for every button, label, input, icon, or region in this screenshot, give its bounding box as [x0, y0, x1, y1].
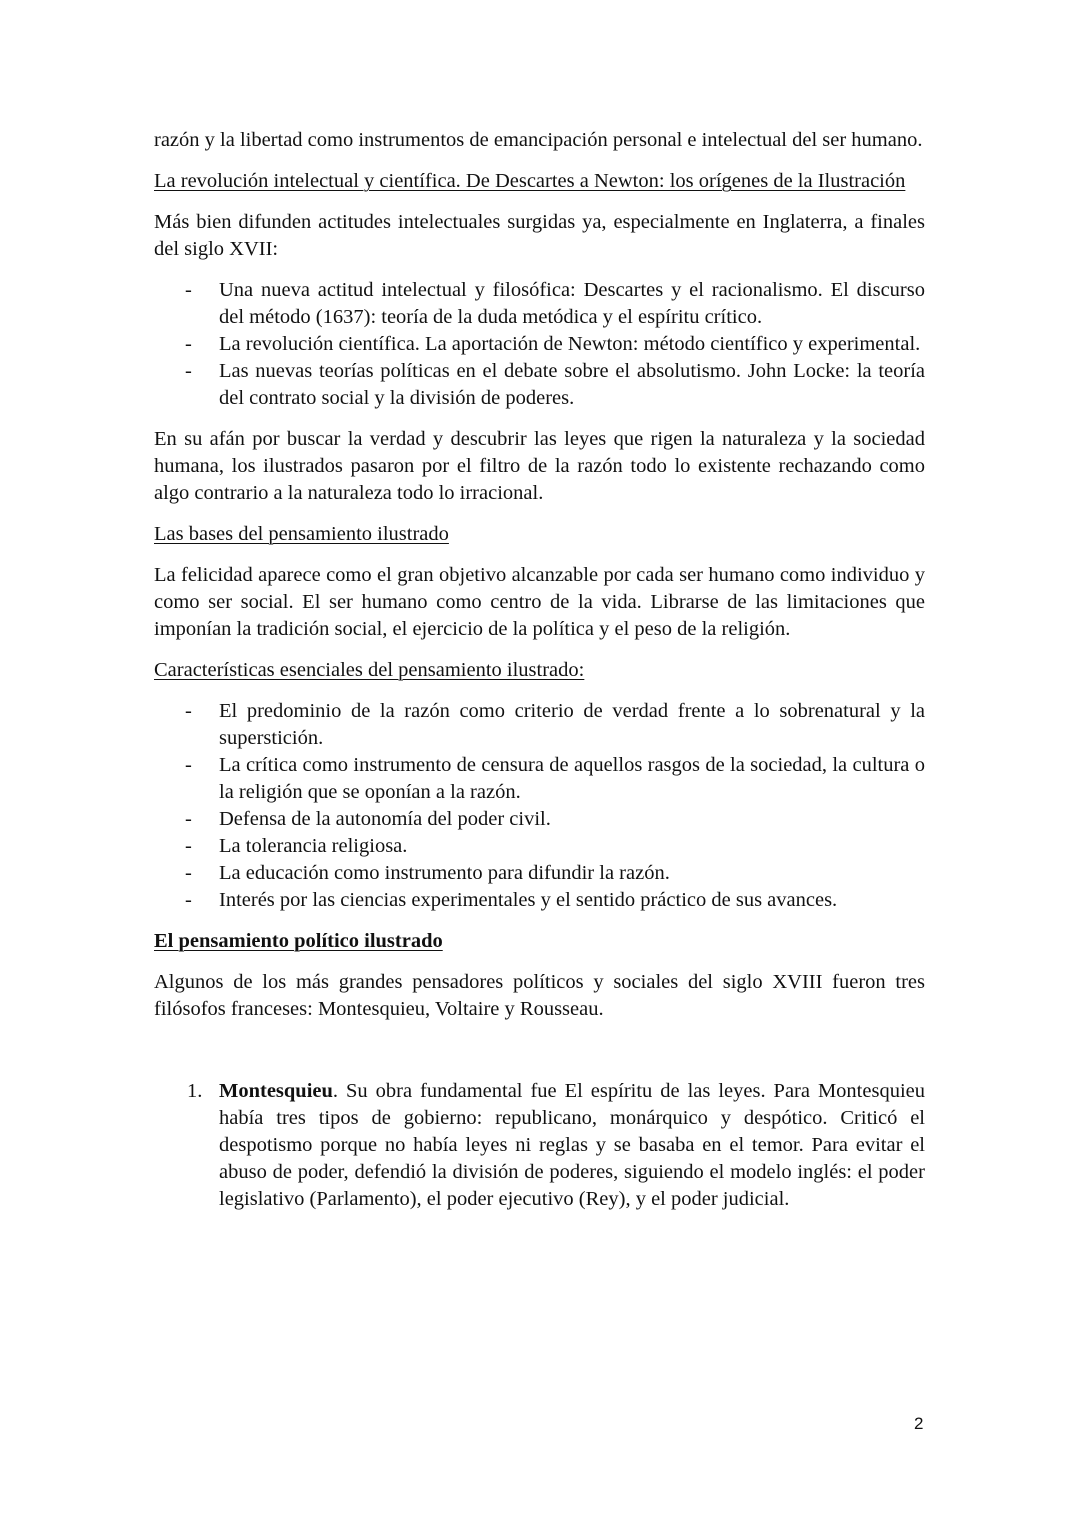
document-page: [154, 127, 925, 1213]
list-item: - Una nueva actitud intelectual y filosófica: Descartes y el racionalismo. El discurso del método (1637): teoría de la duda metódica y el espíritu crítico.: [154, 277, 925, 331]
paragraph-pensadores: Algunos de los más grandes pensadores políticos y sociales del siglo XVIII fueron tres filósofos franceses: Montesquieu, Voltaire y Rousseau.: [154, 971, 925, 1020]
list-number: 1.: [187, 1080, 203, 1102]
paragraph-actitudes: Más bien difunden actitudes intelectuales surgidas ya, especialmente en Inglaterra, a finales del siglo XVII:: [154, 211, 925, 260]
section-heading-pensamiento-politico: El pensamiento político ilustrado: [154, 930, 443, 952]
paragraph-felicidad: La felicidad aparece como el gran objetivo alcanzable por cada ser humano como individuo y como ser social. El ser humano como centro de la vida. Librarse de las limitaciones que imponían la tradición social, el ejercicio de la política y el peso de la religión.: [154, 564, 925, 640]
list-item: - Defensa de la autonomía del poder civil.: [154, 806, 925, 833]
list-item: - El predominio de la razón como criterio de verdad frente a lo sobrenatural y la superstición.: [154, 698, 925, 752]
intro-paragraph-tail: razón y la libertad como instrumentos de emancipación personal e intelectual del ser humano.: [154, 129, 923, 151]
paragraph-verdad: En su afán por buscar la verdad y descubrir las leyes que rigen la naturaleza y la sociedad humana, los ilustrados pasaron por el filtro de la razón todo lo existente rechazando como algo contrario a la naturaleza todo lo irracional.: [154, 428, 925, 504]
characteristics-list: [154, 698, 925, 914]
section-heading-revolucion: La revolución intelectual y científica. De Descartes a Newton: los orígenes de la Ilustración: [154, 170, 906, 192]
thinkers-list: [154, 1078, 925, 1213]
list-item: - La crítica como instrumento de censura de aquellos rasgos de la sociedad, la cultura o la religión que se oponían a la razón.: [154, 752, 925, 806]
list-item-montesquieu: [154, 1078, 925, 1213]
thinker-name: Montesquieu: [219, 1080, 333, 1102]
list-item: - Las nuevas teorías políticas en el debate sobre el absolutismo. John Locke: la teoría del contrato social y la división de poderes.: [154, 358, 925, 412]
thinker-description: . Su obra fundamental fue El espíritu de las leyes. Para Montesquieu había tres tipos de gobierno: republicano, monárquico y despótico. Criticó el despotismo porque no había leyes ni reglas y se basaba en el temor. Para evitar el abuso de poder, defendió la división de poderes, siguiendo el modelo inglés: el poder legislativo (Parlamento), el poder ejecutivo (Rey), y el poder judicial.: [219, 1080, 925, 1210]
section-heading-caracteristicas: Características esenciales del pensamiento ilustrado:: [154, 659, 585, 681]
list-item: - La educación como instrumento para difundir la razón.: [154, 860, 925, 887]
page-number: 2: [914, 1414, 924, 1433]
list-item: - La tolerancia religiosa.: [154, 833, 925, 860]
list-item: - La revolución científica. La aportación de Newton: método científico y experimental.: [154, 331, 925, 358]
origins-list: [154, 277, 925, 412]
list-item: - Interés por las ciencias experimentales y el sentido práctico de sus avances.: [154, 887, 925, 914]
section-heading-bases: Las bases del pensamiento ilustrado: [154, 523, 449, 545]
